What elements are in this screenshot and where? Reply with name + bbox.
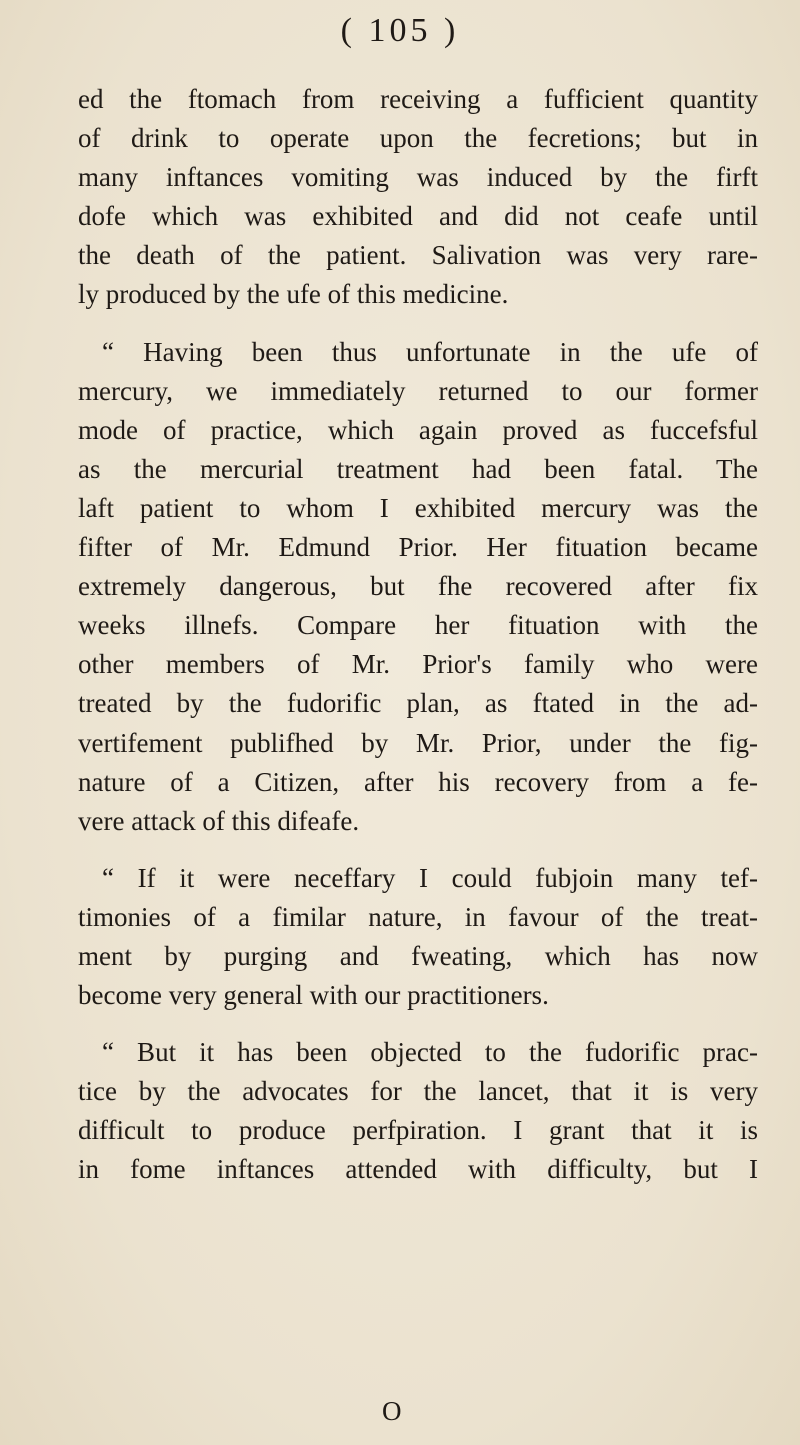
text-line: tice by the advocates for the lancet, that it is very [78, 1076, 758, 1107]
text-line: in fome inftances attended with difficulty, but I [78, 1154, 758, 1185]
paragraph [78, 859, 758, 1015]
text-line: ed the ftomach from receiving a fufficient quantity [78, 84, 758, 114]
text-line: many inftances vomiting was induced by the firft [78, 162, 758, 193]
text-line: timonies of a fimilar nature, in favour of the treat- [78, 901, 758, 932]
page-number: ( 105 ) [340, 12, 460, 49]
text-line: extremely dangerous, but fhe recovered after fix [78, 571, 758, 602]
body-text [78, 80, 758, 1190]
text-line: nature of a Citizen, after his recovery from a fe- [78, 766, 758, 797]
text-line: ly produced by the ufe of this medicine. [78, 279, 509, 310]
text-line: as the mercurial treatment had been fatal. The [78, 453, 758, 484]
text-line: the death of the patient. Salivation was very rare- [78, 240, 758, 271]
text-line: treated by the fudorific plan, as ftated in the ad- [78, 688, 758, 719]
paragraph [78, 333, 758, 841]
text-line: “ If it were neceffary I could fubjoin many tef- [102, 862, 758, 893]
paragraph [78, 1033, 758, 1189]
paragraph [78, 80, 758, 315]
text-line: laft patient to whom I exhibited mercury was the [78, 492, 758, 523]
text-line: other members of Mr. Prior's family who were [78, 649, 758, 680]
catchword: O [382, 1396, 402, 1426]
text-line: “ Having been thus unfortunate in the ufe of [102, 336, 758, 367]
text-line: “ But it has been objected to the fudorific prac- [102, 1037, 758, 1068]
text-line: mercury, we immediately returned to our former [78, 375, 758, 406]
text-line: mode of practice, which again proved as fuccefsful [78, 414, 758, 445]
text-line: vere attack of this difeafe. [78, 805, 360, 836]
text-line: fifter of Mr. Edmund Prior. Her fituation became [78, 532, 758, 563]
text-line: of drink to operate upon the fecretions; but in [78, 123, 758, 154]
text-line: vertifement publifhed by Mr. Prior, under the fig- [78, 727, 758, 758]
text-line: ment by purging and fweating, which has now [78, 940, 758, 971]
text-line: dofe which was exhibited and did not ceafe until [78, 201, 758, 232]
text-line: weeks illnefs. Compare her fituation with the [78, 610, 758, 641]
text-line: difficult to produce perfpiration. I grant that it is [78, 1115, 758, 1146]
text-line: become very general with our practitioners. [78, 980, 549, 1011]
